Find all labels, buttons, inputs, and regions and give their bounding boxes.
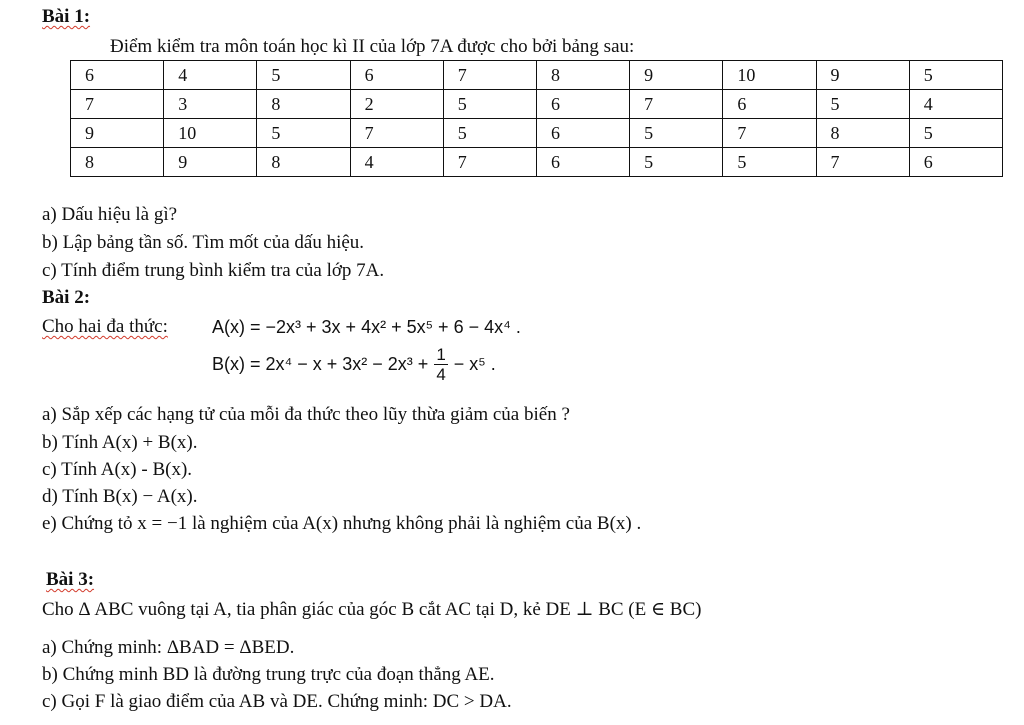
table-cell: 7 xyxy=(350,119,443,148)
bai1-question-a: a) Dấu hiệu là gì? xyxy=(42,204,178,225)
table-cell: 2 xyxy=(350,90,443,119)
table-cell: 5 xyxy=(909,61,1002,90)
bai2-question-d: d) Tính B(x) − A(x). xyxy=(42,486,198,507)
bai2-question-b: b) Tính A(x) + B(x). xyxy=(42,432,198,453)
table-cell: 8 xyxy=(257,90,350,119)
fraction-one-quarter xyxy=(434,346,447,383)
table-cell: 9 xyxy=(164,148,257,177)
table-cell: 7 xyxy=(630,90,723,119)
table-cell: 6 xyxy=(71,61,164,90)
table-cell: 9 xyxy=(630,61,723,90)
bai2-heading: Bài 2: xyxy=(42,287,91,308)
bai3-question-c: c) Gọi F là giao điểm của AB và DE. Chứng minh: DC > DA. xyxy=(42,691,512,712)
table-cell: 4 xyxy=(909,90,1002,119)
bai3-question-b: b) Chứng minh BD là đường trung trực của đoạn thẳng AE. xyxy=(42,664,495,685)
table-cell: 6 xyxy=(536,148,629,177)
bai1-question-c: c) Tính điểm trung bình kiểm tra của lớp 7A. xyxy=(42,260,385,281)
fraction-numerator: 1 xyxy=(436,345,446,364)
table-cell: 5 xyxy=(257,61,350,90)
bai3-question-a: a) Chứng minh: ΔBAD = ΔBED. xyxy=(42,637,295,658)
table-cell: 10 xyxy=(164,119,257,148)
table-cell: 5 xyxy=(909,119,1002,148)
table-cell: 6 xyxy=(350,61,443,90)
table-cell: 9 xyxy=(816,61,909,90)
bai3-heading: Bài 3: xyxy=(46,569,95,590)
table-cell: 5 xyxy=(443,90,536,119)
table-cell: 7 xyxy=(443,148,536,177)
table-cell: 9 xyxy=(71,119,164,148)
table-cell: 3 xyxy=(164,90,257,119)
table-cell: 6 xyxy=(723,90,816,119)
table-cell: 7 xyxy=(443,61,536,90)
table-cell: 5 xyxy=(257,119,350,148)
bai2-question-e: e) Chứng tỏ x = −1 là nghiệm của A(x) nhưng không phải là nghiệm của B(x) . xyxy=(42,513,642,534)
score-table xyxy=(70,60,1003,177)
fraction-denominator: 4 xyxy=(436,365,446,384)
bai2-question-a: a) Sắp xếp các hạng tử của mỗi đa thức theo lũy thừa giảm của biến ? xyxy=(42,404,570,425)
table-cell: 4 xyxy=(350,148,443,177)
table-cell: 6 xyxy=(536,119,629,148)
table-cell: 7 xyxy=(723,119,816,148)
table-cell: 6 xyxy=(536,90,629,119)
table-cell: 8 xyxy=(816,119,909,148)
table-row xyxy=(71,119,1003,148)
table-cell: 6 xyxy=(909,148,1002,177)
table-cell: 8 xyxy=(536,61,629,90)
polynomial-B-right: − x⁵ . xyxy=(453,354,496,374)
polynomial-B-left: B(x) = 2x⁴ − x + 3x² − 2x³ + xyxy=(212,354,429,374)
bai2-intro: Cho hai đa thức: xyxy=(42,316,168,337)
table-row xyxy=(71,148,1003,177)
table-cell: 8 xyxy=(257,148,350,177)
polynomial-A: A(x) = −2x³ + 3x + 4x² + 5x⁵ + 6 − 4x⁴ . xyxy=(212,317,521,337)
table-cell: 7 xyxy=(816,148,909,177)
bai1-question-b: b) Lập bảng tần số. Tìm mốt của dấu hiệu. xyxy=(42,232,365,253)
table-cell: 5 xyxy=(630,148,723,177)
table-cell: 8 xyxy=(71,148,164,177)
bai2-question-c: c) Tính A(x) - B(x). xyxy=(42,459,193,480)
table-cell: 5 xyxy=(816,90,909,119)
bai3-intro: Cho Δ ABC vuông tại A, tia phân giác của góc B cắt AC tại D, kẻ DE ⊥ BC (E ∈ BC) xyxy=(42,599,702,620)
table-cell: 10 xyxy=(723,61,816,90)
bai1-intro: Điểm kiểm tra môn toán học kì II của lớp 7A được cho bởi bảng sau: xyxy=(110,36,635,57)
table-cell: 5 xyxy=(443,119,536,148)
table-row xyxy=(71,90,1003,119)
table-cell: 7 xyxy=(71,90,164,119)
table-cell: 4 xyxy=(164,61,257,90)
bai1-heading: Bài 1: xyxy=(42,6,91,27)
table-row xyxy=(71,61,1003,90)
table-cell: 5 xyxy=(630,119,723,148)
polynomial-B xyxy=(212,346,496,383)
table-cell: 5 xyxy=(723,148,816,177)
